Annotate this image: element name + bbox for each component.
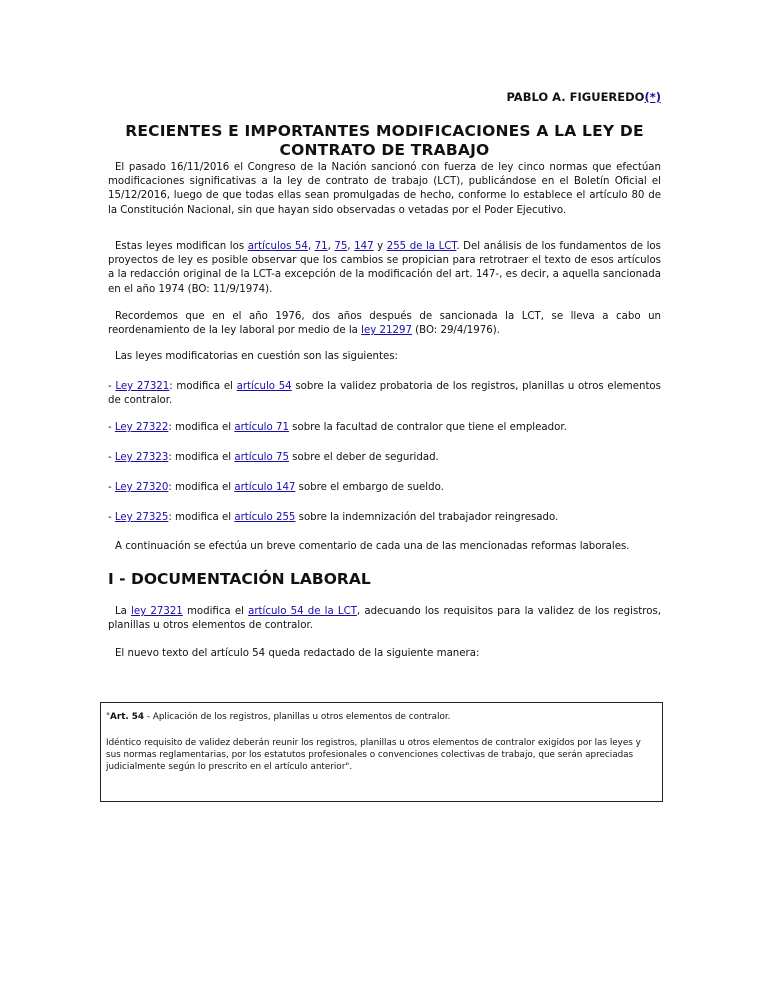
text: : modifica el: [168, 512, 235, 523]
list-item: [108, 511, 661, 525]
text: : modifica el: [168, 452, 235, 463]
link-articulo-54-lct[interactable]: artículo 54 de la LCT: [248, 606, 357, 617]
link-ley-21297[interactable]: ley 21297: [361, 325, 412, 337]
text: : modifica el: [169, 381, 237, 392]
link-articulo-71[interactable]: 71: [314, 241, 328, 252]
text: ,: [327, 241, 335, 252]
text: (BO: 29/4/1976).: [411, 325, 500, 337]
link-ley-27322[interactable]: Ley 27322: [114, 422, 169, 433]
link-articulo-71[interactable]: artículo 71: [234, 422, 289, 433]
link-ley-27320[interactable]: Ley 27320: [114, 482, 169, 493]
author-note-link[interactable]: (*): [644, 90, 661, 104]
author-name: PABLO A. FIGUEREDO: [506, 90, 645, 104]
section-heading: I - DOCUMENTACIÓN LABORAL: [108, 570, 371, 588]
quote-article-number: Art. 54: [110, 712, 145, 722]
text: sobre el deber de seguridad.: [288, 452, 439, 463]
paragraph-summary: [108, 540, 661, 554]
text: Recordemos que en el año 1976, dos años después de sancionada la LCT, se lleva a cabo un reordenamiento de la ley laboral por medio de la: [108, 311, 661, 337]
paragraph-new-text: [108, 647, 661, 661]
paragraph-intro: [108, 161, 661, 218]
text: modifica el: [182, 606, 249, 617]
link-ley-27321[interactable]: Ley 27321: [115, 381, 170, 392]
text: ,: [307, 241, 315, 252]
text: , adecuando los requisitos para la validez de los registros, planillas u otros elementos de contralor.: [108, 606, 661, 632]
link-articulo-147[interactable]: 147: [354, 241, 374, 252]
link-articulo-255[interactable]: artículo 255: [234, 512, 296, 523]
list-item: [108, 481, 661, 495]
text: sobre la indemnización del trabajador reingresado.: [295, 512, 559, 523]
quoted-article-box: [100, 702, 663, 802]
list-item: [108, 380, 661, 408]
dash: -: [108, 512, 115, 523]
text: sobre la validez probatoria de los registros, planillas u otros elementos de contralor.: [108, 381, 661, 407]
paragraph-section-intro: [108, 605, 661, 633]
dash: -: [108, 422, 115, 433]
link-articulo-75[interactable]: 75: [334, 241, 348, 252]
text: sobre la facultad de contralor que tiene el empleador.: [288, 422, 567, 433]
author-line: [506, 90, 661, 104]
link-articulo-75[interactable]: artículo 75: [234, 452, 289, 463]
link-articulo-54[interactable]: artículo 54: [236, 381, 292, 392]
link-ley-27323[interactable]: Ley 27323: [114, 452, 169, 463]
link-ley-27325[interactable]: Ley 27325: [114, 512, 169, 523]
text: y: [373, 241, 387, 252]
quote-heading-text: - Aplicación de los registros, planillas u otros elementos de contralor.: [144, 712, 451, 722]
quote-mark: ": [106, 712, 111, 722]
paragraph-history: [108, 310, 661, 338]
dash: -: [108, 452, 115, 463]
text: El nuevo texto del artículo 54 queda redactado de la siguiente manera:: [115, 648, 480, 659]
dash: -: [108, 482, 115, 493]
list-item: [108, 451, 661, 465]
link-articulo-255[interactable]: 255 de la LCT: [386, 241, 457, 252]
paragraph-list-intro: [108, 350, 661, 364]
text: Las leyes modificatorias en cuestión son las siguientes:: [115, 351, 398, 362]
text: : modifica el: [168, 482, 235, 493]
list-item: [108, 421, 661, 435]
text: ,: [347, 241, 355, 252]
document-title: RECIENTES E IMPORTANTES MODIFICACIONES A LA LEY DE CONTRATO DE TRABAJO: [125, 122, 644, 159]
text: La: [115, 606, 132, 617]
quote-heading: [106, 711, 657, 723]
text: Estas leyes modifican los: [115, 241, 248, 252]
text: . Del análisis de los fundamentos de los proyectos de ley es posible observar que los cambios se propician para retrotraer el texto de esos artículos a la redacción original de la LCT-a excepción de la modificación del art. 147-, es decir, a aquella sancionada en el año 1974 (BO: 11/9/1974).: [108, 241, 661, 295]
link-articulo-54[interactable]: artículos 54: [247, 241, 308, 252]
text: : modifica el: [168, 422, 235, 433]
dash: -: [108, 381, 116, 392]
text: A continuación se efectúa un breve comentario de cada una de las mencionadas reformas laborales.: [115, 541, 630, 552]
link-articulo-147[interactable]: artículo 147: [234, 482, 296, 493]
text: sobre el embargo de sueldo.: [295, 482, 444, 493]
paragraph-articles: [108, 240, 661, 297]
link-ley-27321[interactable]: ley 27321: [131, 606, 183, 617]
quote-body: Idéntico requisito de validez deberán reunir los registros, planillas u otros elementos de contralor exigidos por las leyes y sus normas reglamentarias, por los estatutos profesionales o convenciones colectivas de trabajo, que serán apreciadas judicialmente según lo prescrito en el artículo anterior".: [106, 738, 641, 772]
paragraph-intro-text: El pasado 16/11/2016 el Congreso de la Nación sancionó con fuerza de ley cinco normas que efectúan modificaciones significativas a la ley de contrato de trabajo (LCT), publicándose en el Boletín Oficial el 15/12/2016, luego de que todas ellas sean promulgadas de hecho, conforme lo establece el artículo 80 de la Constitución Nacional, sin que hayan sido observadas o vetadas por el Poder Ejecutivo.: [108, 162, 661, 216]
